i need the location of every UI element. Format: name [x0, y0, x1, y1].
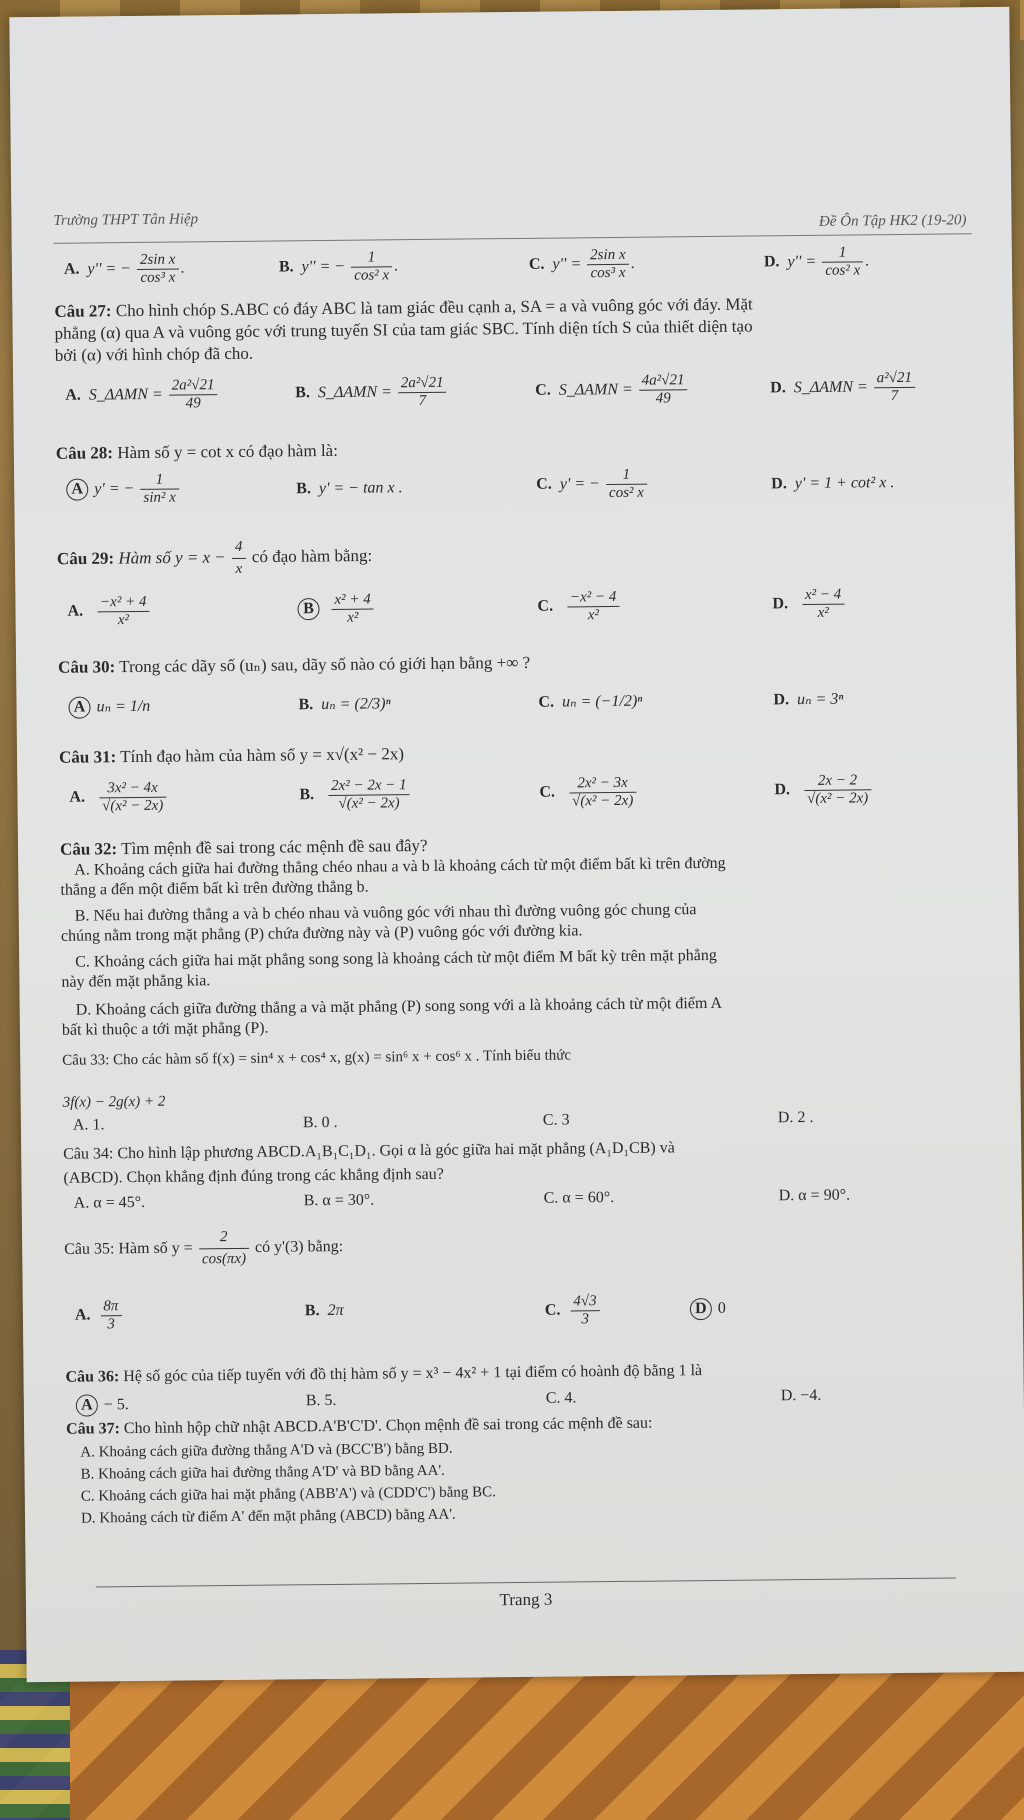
school-name: Trường THPT Tân Hiệp	[53, 211, 199, 229]
q34-option-b[interactable]: B. α = 30°.	[303, 1191, 375, 1210]
q31-option-c[interactable]: C. $\frac{\text{2x² − 3x}}{\text{√(x² − 2x)}}$	[539, 775, 638, 811]
q37-option-a[interactable]: A. Khoảng cách giữa đường thẳng A'D và (BCC'B') bằng BD.	[80, 1440, 453, 1461]
q33-option-d[interactable]: D. 2 .	[777, 1108, 814, 1127]
selected-answer-mark: B	[297, 598, 319, 620]
question-29: Câu 29: Hàm số y = x − $\frac{4}{x}$ có đạo hàm bằng:	[57, 529, 957, 581]
q36-option-d[interactable]: D. −4.	[780, 1386, 822, 1405]
q30-option-a[interactable]: A uₙ = 1/n	[68, 696, 150, 719]
q34-option-c[interactable]: C. α = 60°.	[543, 1189, 615, 1207]
page-number: Trang 3	[499, 1589, 553, 1610]
q37-option-c[interactable]: C. Khoảng cách giữa hai mặt phẳng (ABB'A') và (CDD'C') bằng BC.	[80, 1484, 496, 1505]
question-text: Tính đạo hàm của hàm số y = x√(x² − 2x)	[120, 744, 405, 767]
q36-option-b[interactable]: B. 5.	[305, 1391, 337, 1410]
q30-options	[68, 687, 948, 736]
question-27-line3: bởi (α) với hình chóp đã cho.	[54, 343, 254, 365]
header-divider	[54, 233, 972, 244]
q29-option-c[interactable]: C. $\frac{\text{−x² − 4}}{\text{x²}}$	[537, 589, 621, 625]
q35-option-a[interactable]: A. $\frac{8\pi}{3}$	[75, 1298, 124, 1334]
q29-option-d[interactable]: D. $\frac{\text{x² − 4}}{\text{x²}}$	[772, 587, 846, 623]
question-31	[59, 737, 959, 767]
q31-options	[69, 771, 949, 820]
q31-option-a[interactable]: A. $\frac{\text{3x² − 4x}}{\text{√(x² − 2x)}}$	[69, 780, 168, 816]
question-35: Câu 35: Hàm số y = $\frac{2}{\cos(\pi x)}$ có y'(3) bằng:	[64, 1219, 964, 1271]
question-text: Trong các dãy số (uₙ) sau, dãy số nào có giới hạn bằng +∞ ?	[119, 652, 531, 677]
q26-option-c[interactable]: C. y'' = $\frac{\text{2sin x}}{\text{cos³ x}}$ .	[528, 246, 635, 282]
question-number: Câu 30:	[58, 657, 116, 677]
q29-option-b[interactable]: B $\frac{\text{x² + 4}}{\text{x²}}$	[297, 591, 376, 627]
question-33-expression: 3f(x) − 2g(x) + 2	[62, 1093, 166, 1111]
q33-option-a[interactable]: A. 1.	[72, 1116, 105, 1134]
q35-option-b[interactable]: B. 2π	[304, 1301, 344, 1320]
q27-options	[65, 370, 945, 419]
q28-options	[66, 463, 946, 512]
q26-option-a[interactable]: A. y'' = − $\frac{\text{2sin x}}{\text{cos³ x}}$ .	[63, 251, 185, 286]
question-text: Cho hình chóp S.ABC có đáy ABC là tam giác đều cạnh a, SA = a và vuông góc với đáy. Mặt	[115, 294, 753, 321]
q32-option-a[interactable]: A. Khoảng cách giữa hai đường thẳng chéo nhau a và b là khoảng cách từ một điểm bất kì trên đường	[74, 854, 726, 879]
selected-answer-mark: A	[76, 1394, 98, 1416]
question-number: Câu 28:	[55, 443, 114, 463]
q36-option-c[interactable]: C. 4.	[545, 1389, 577, 1407]
q32-option-d[interactable]: D. Khoảng cách giữa đường thẳng a và mặt phẳng (P) song song với a là khoảng cách từ một điểm A	[75, 994, 723, 1019]
question-text: Cho hình hộp chữ nhật ABCD.A'B'C'D'. Chọn mệnh đề sai trong các mệnh đề sau:	[123, 1414, 653, 1438]
question-number: Câu 31:	[58, 747, 117, 767]
question-number: Câu 27:	[54, 301, 112, 321]
q26-option-b[interactable]: B. y'' = − $\frac{1}{\text{cos² x}}$ .	[278, 249, 399, 284]
question-number: Câu 37:	[66, 1420, 120, 1438]
question-text: Tìm mệnh đề sai trong các mệnh đề sau đây?	[121, 835, 428, 859]
q32-option-c[interactable]: C. Khoảng cách giữa hai mặt phẳng song song là khoảng cách từ một điểm M bất kỳ trên mặt phẳng	[75, 946, 717, 971]
q30-option-d[interactable]: D. uₙ = 3ⁿ	[773, 690, 844, 709]
q28-option-a[interactable]: A y' = − $\frac{1}{\text{sin² x}}$	[66, 472, 181, 508]
q35-options	[75, 1289, 955, 1338]
q36-option-a[interactable]: A − 5.	[76, 1394, 129, 1417]
q32-option-b-cont: chúng nằm trong mặt phẳng (P) chứa đường này và (P) vuông góc với đường kia.	[60, 922, 583, 945]
q35-option-c[interactable]: C. $\frac{4√3}{3}$	[545, 1293, 602, 1329]
question-number: Câu 32:	[59, 839, 118, 859]
exam-sheet	[9, 7, 1024, 1682]
question-36	[65, 1357, 965, 1387]
question-27-line2: phẳng (α) qua A và vuông góc với trung tuyến SI của tam giác SBC. Tính diện tích S của thiết diện tạo	[54, 316, 753, 343]
q29-option-a[interactable]: A. $\frac{\text{−x² + 4}}{\text{x²}}$	[67, 594, 151, 630]
q31-option-b[interactable]: B. $\frac{\text{2x² − 2x − 1}}{\text{√(x² − 2x)}}$	[299, 777, 412, 813]
selected-answer-mark: A	[68, 696, 90, 718]
question-text: Hàm số y = cot x có đạo hàm là:	[117, 440, 338, 463]
q37-option-b[interactable]: B. Khoảng cách giữa hai đường thẳng A'D' và BD bằng AA'.	[80, 1462, 445, 1483]
question-34-line2: (ABCD). Chọn khẳng định đúng trong các khẳng định sau?	[63, 1165, 444, 1187]
q27-option-a[interactable]: A. S_ΔAMN = $\frac{\text{2a²√21}}{49}$	[65, 377, 220, 414]
q34-option-a[interactable]: A. α = 45°.	[73, 1193, 146, 1212]
q35-option-d[interactable]: D 0	[690, 1298, 726, 1320]
q28-option-b[interactable]: B. y' = − tan x .	[296, 479, 403, 498]
q28-option-d[interactable]: D. y' = 1 + cot² x .	[771, 474, 895, 493]
q32-option-b[interactable]: B. Nếu hai đường thẳng a và b chéo nhau và vuông góc với nhau thì đường vuông góc chung của	[74, 901, 697, 925]
q28-option-c[interactable]: C. y' = − $\frac{1}{\text{cos² x}}$	[536, 467, 649, 503]
q30-option-c[interactable]: C. uₙ = (−1/2)ⁿ	[538, 692, 643, 711]
q26-option-d[interactable]: D. y'' = $\frac{1}{\text{cos² x}}$ .	[763, 244, 870, 279]
q31-option-d[interactable]: D. $\frac{2x - 2}{\text{√(x² − 2x)}}$	[774, 772, 873, 808]
selected-answer-mark: D	[690, 1298, 712, 1320]
q26-options	[64, 244, 944, 293]
question-number: Câu 29:	[56, 548, 115, 569]
q29-options	[67, 585, 947, 634]
q33-option-c[interactable]: C. 3	[542, 1111, 570, 1129]
q37-option-d[interactable]: D. Khoảng cách từ điểm A' đến mặt phẳng (ABCD) bằng AA'.	[80, 1506, 456, 1527]
q32-option-a-cont: thẳng a đến một điểm bất kì trên đường thẳng b.	[60, 878, 369, 899]
exam-title: Đề Ôn Tập HK2 (19-20)	[818, 212, 967, 230]
selected-answer-mark: A	[66, 479, 88, 501]
question-30	[58, 647, 958, 677]
q30-option-b[interactable]: B. uₙ = (2/3)ⁿ	[298, 695, 391, 714]
question-33: Câu 33: Cho các hàm số f(x) = sin⁴ x + cos⁴ x, g(x) = sin⁶ x + cos⁶ x . Tính biểu thức	[62, 1047, 572, 1069]
question-28	[56, 433, 956, 463]
question-number: Câu 36:	[65, 1368, 120, 1386]
q27-option-d[interactable]: D. S_ΔAMN = $\frac{\text{a²√21}}{7}$	[770, 370, 917, 407]
q27-option-b[interactable]: B. S_ΔAMN = $\frac{\text{2a²√21}}{7}$	[295, 375, 449, 412]
q34-option-d[interactable]: D. α = 90°.	[778, 1186, 851, 1205]
q32-option-c-cont: này đến mặt phẳng kia.	[61, 972, 211, 991]
question-text: Hệ số góc của tiếp tuyến với đồ thị hàm số y = x³ − 4x² + 1 tại điểm có hoành độ bằng 1 là	[123, 1362, 703, 1386]
q27-option-c[interactable]: C. S_ΔAMN = $\frac{\text{4a²√21}}{49}$	[535, 372, 690, 409]
q33-option-b[interactable]: B. 0 .	[302, 1113, 338, 1132]
question-34: Câu 34: Cho hình lập phương ABCD.A₁B₁C₁D₁. Gọi α là góc giữa hai mặt phẳng (A₁D₁CB) và	[63, 1139, 675, 1163]
q32-option-d-cont: bất kì thuộc a tới mặt phẳng (P).	[61, 1019, 269, 1039]
